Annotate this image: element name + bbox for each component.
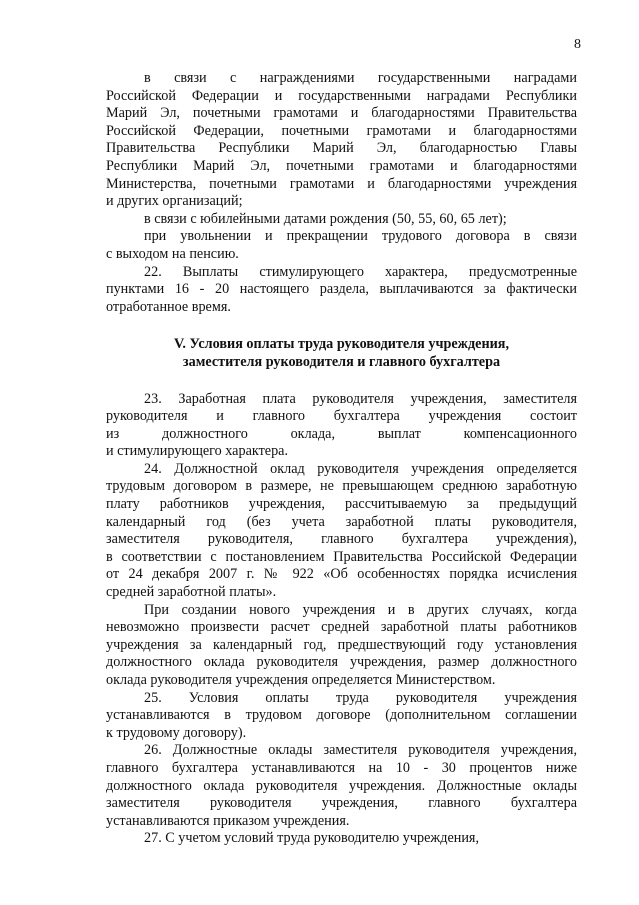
paragraph-line: Российской Федерации, почетными грамотами и благодарностями bbox=[106, 122, 577, 139]
paragraph-line: плату работников учреждения, рассчитываемую за предыдущий bbox=[106, 496, 577, 513]
paragraph-line: Правительства Республики Марий Эл, благодарностью Главы bbox=[106, 140, 577, 157]
paragraph-line: 23. Заработная плата руководителя учреждения, заместителя bbox=[144, 390, 577, 407]
paragraph-line: заместителя руководителя, главного бухгалтера учреждения), bbox=[106, 531, 577, 548]
paragraph-line: при увольнении и прекращении трудового договора в связи bbox=[144, 228, 577, 245]
paragraph-line: Министерства, почетными грамотами и благодарностями учреждения bbox=[106, 175, 577, 192]
paragraph-line: главного бухгалтера устанавливаются на 10 - 30 процентов ниже bbox=[106, 759, 577, 776]
paragraph-line: 24. Должностной оклад руководителя учреждения определяется bbox=[144, 460, 577, 477]
paragraph-line: руководителя и главного бухгалтера учреждения состоит bbox=[106, 408, 577, 425]
paragraph-line: в соответствии с постановлением Правительства Российской Федерации bbox=[106, 548, 577, 565]
paragraph-line: Марий Эл, почетными грамотами и благодарностями Правительства bbox=[106, 105, 577, 122]
paragraph-line: пунктами 16 - 20 настоящего раздела, выплачиваются за фактически bbox=[106, 281, 577, 298]
paragraphs-after-heading bbox=[106, 391, 577, 848]
section-heading-line: V. Условия оплаты труда руководителя учреждения, bbox=[173, 336, 510, 353]
paragraph-line: учреждения за календарный год, предшествующий году установления bbox=[106, 636, 577, 653]
paragraph-line: календарный год (без учета заработной платы руководителя, bbox=[106, 513, 577, 530]
paragraph-line: невозможно произвести расчет средней заработной платы работников bbox=[106, 619, 577, 636]
paragraph-line: с выходом на пенсию. bbox=[106, 245, 239, 262]
paragraph-line: При создании нового учреждения и в других случаях, когда bbox=[144, 601, 577, 618]
paragraph-line: устанавливаются в трудовом договоре (дополнительном соглашении bbox=[106, 707, 577, 724]
document-body bbox=[106, 70, 577, 848]
paragraph-line: в связи с юбилейными датами рождения (50, 55, 60, 65 лет); bbox=[144, 210, 507, 227]
paragraph-line: средней заработной платы». bbox=[106, 584, 277, 601]
paragraph-line: 25. Условия оплаты труда руководителя учреждения bbox=[144, 689, 577, 706]
paragraph-line: от 24 декабря 2007 г. № 922 «Об особенностях порядка исчисления bbox=[106, 566, 577, 583]
paragraph-line: 26. Должностные оклады заместителя руководителя учреждения, bbox=[144, 742, 577, 759]
section-heading-line: заместителя руководителя и главного бухгалтера bbox=[182, 353, 501, 370]
paragraph-line: трудовым договором в размере, не превышающем среднюю заработную bbox=[106, 478, 577, 495]
paragraphs-before-heading bbox=[106, 70, 577, 316]
paragraph-line: должностного оклада руководителя учреждения, размер должностного bbox=[106, 654, 577, 671]
paragraph-line: из должностного оклада, выплат компенсационного bbox=[106, 425, 577, 442]
paragraph-line: к трудовому договору). bbox=[106, 724, 247, 741]
paragraph-line: Республики Марий Эл, почетными грамотами и благодарностями bbox=[106, 157, 577, 174]
page-number: 8 bbox=[574, 37, 581, 52]
paragraph-line: и других организаций; bbox=[106, 193, 243, 210]
paragraph-line: оклада руководителя учреждения определяется Министерством. bbox=[106, 672, 496, 688]
paragraph-line: устанавливаются приказом учреждения. bbox=[106, 812, 350, 829]
paragraph-line: 27. С учетом условий труда руководителю учреждения, bbox=[144, 830, 479, 847]
paragraph-line: Российской Федерации и государственными наградами Республики bbox=[106, 87, 577, 104]
paragraph-line: заместителя руководителя учреждения, главного бухгалтера bbox=[106, 795, 577, 812]
paragraph-line: и стимулирующего характера. bbox=[106, 443, 289, 460]
paragraph-line: должностного оклада руководителя учреждения. Должностные оклады bbox=[106, 777, 577, 794]
paragraph-line: 22. Выплаты стимулирующего характера, предусмотренные bbox=[144, 263, 577, 280]
paragraph-line: в связи с награждениями государственными наградами bbox=[144, 70, 577, 86]
section-heading bbox=[106, 336, 577, 371]
paragraph-line: отработанное время. bbox=[106, 298, 231, 315]
